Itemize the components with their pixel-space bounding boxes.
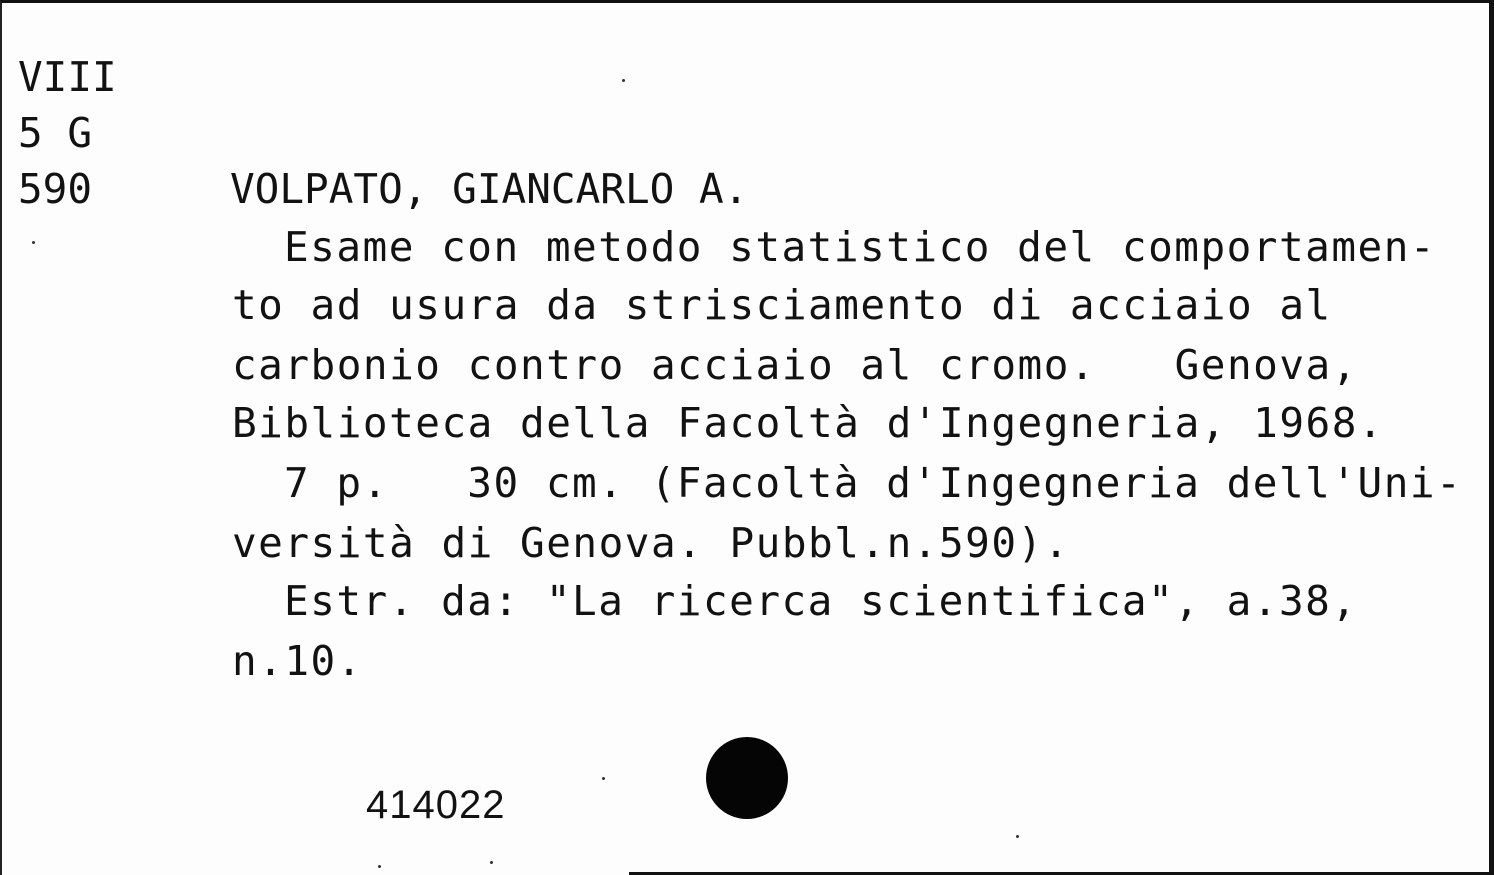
title-line: to ad usura da strisciamento di acciaio al bbox=[232, 281, 1332, 329]
series-line: versità di Genova. Pubbl.n.590). bbox=[232, 519, 1070, 567]
title-line: carbonio contro acciaio al cromo. Genova, bbox=[232, 341, 1358, 389]
author-heading: VOLPATO, GIANCARLO A. bbox=[230, 165, 749, 213]
collation-line: 7 p. 30 cm. (Facoltà d'Ingegneria dell'Uni- bbox=[284, 459, 1463, 507]
call-number-class: VIII bbox=[18, 53, 117, 101]
scan-speck bbox=[622, 79, 625, 82]
note-line: Estr. da: "La ricerca scientifica", a.38, bbox=[284, 577, 1358, 625]
scan-speck bbox=[490, 861, 493, 864]
imprint-line: Biblioteca della Facoltà d'Ingegneria, 1968. bbox=[232, 399, 1385, 447]
punch-hole bbox=[706, 737, 788, 819]
title-line: Esame con metodo statistico del comportamen- bbox=[284, 223, 1437, 271]
note-line: n.10. bbox=[232, 637, 363, 685]
accession-number: 414022 bbox=[366, 783, 506, 827]
scan-speck bbox=[32, 241, 35, 244]
call-number-shelf: 5 G bbox=[18, 109, 93, 157]
scan-speck bbox=[602, 777, 605, 780]
scan-speck bbox=[1016, 835, 1019, 838]
call-number-item: 590 bbox=[18, 165, 93, 213]
scan-speck bbox=[378, 865, 381, 868]
